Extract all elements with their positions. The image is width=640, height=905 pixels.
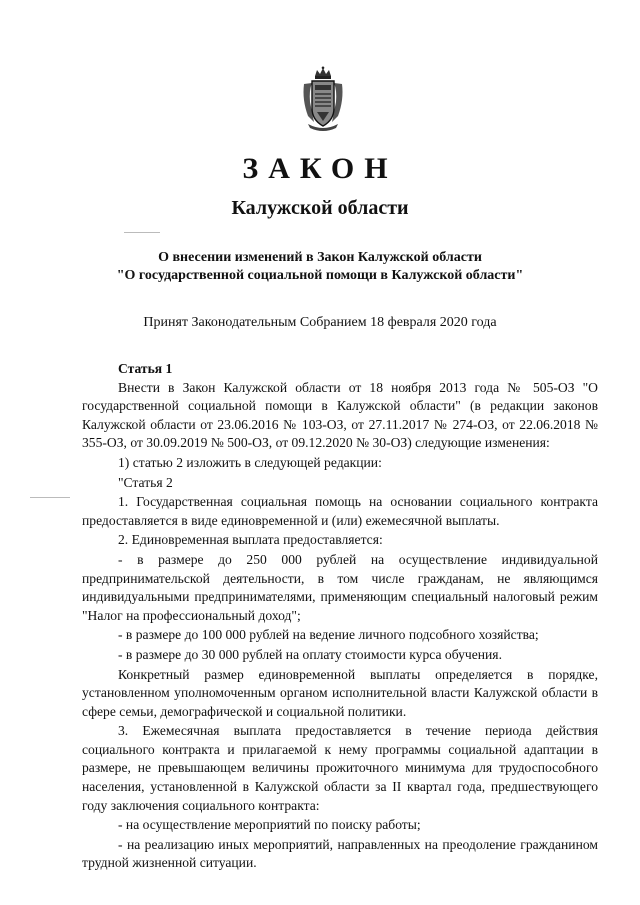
subject-line-1: О внесении изменений в Закон Калужской области (158, 250, 482, 265)
coat-of-arms-icon (298, 66, 348, 132)
paragraph: - в размере до 100 000 рублей на ведение личного подсобного хозяйства; (118, 627, 539, 643)
law-title: ЗАКОН (242, 152, 398, 185)
paragraph: 3. Ежемесячная выплата предоставляется в течение периода действия социального контракта и прилагаемой к нему программы социальной адаптации в размере, не превышающем величины прожиточного минимума для трудоспособного населения, установленной в Калужской области за II квартал года, предшествующего году заключения социального контракта: (82, 723, 598, 813)
paragraph: "Статья 2 (118, 474, 173, 490)
region-name: Калужской области (231, 197, 409, 219)
paragraph: - на реализацию иных мероприятий, направленных на преодоление гражданином трудной жизненной ситуации. (82, 836, 598, 871)
paragraph: 1) статью 2 изложить в следующей редакции: (118, 454, 382, 470)
scan-artifact (30, 497, 70, 498)
subject-line-2: "О государственной социальной помощи в Калужской области" (116, 268, 524, 283)
paragraph: - в размере до 30 000 рублей на оплату стоимости курса обучения. (118, 646, 502, 662)
law-body (82, 360, 598, 873)
paragraph: Конкретный размер единовременной выплаты определяется в порядке, установленном уполномоченным органом исполнительной власти Калужской области в сфере семьи, демографической и социальной политики. (82, 666, 598, 719)
paragraph: 2. Единовременная выплата предоставляется: (118, 532, 383, 548)
paragraph: - в размере до 250 000 рублей на осуществление индивидуальной предпринимательской деятельности, в том числе гражданам, не являющимся индивидуальными предпринимателями, применяющим специальный налоговый режим "Налог на профессиональный доход"; (82, 551, 598, 623)
paragraph: - на осуществление мероприятий по поиску работы; (118, 817, 421, 833)
scan-artifact (150, 232, 160, 233)
adoption-date: Принят Законодательным Собранием 18 февраля 2020 года (143, 315, 497, 330)
paragraph: 1. Государственная социальная помощь на основании социального контракта предоставляется в виде единовременной и (или) ежемесячной выплаты. (82, 494, 598, 528)
paragraph: Внести в Закон Калужской области от 18 ноября 2013 года № 505-ОЗ "О государственной социальной помощи в Калужской области" (в редакции законов Калужской области от 23.06.2016 № 103-ОЗ, от 27.11.2017 № 274-ОЗ, от 22.06.2018 № 355-ОЗ, от 30.09.2019 № 500-ОЗ, от 09.12.2020 № 30-ОЗ) следующие изменения: (82, 379, 598, 451)
law-subject (0, 249, 640, 285)
article-heading: Статья 1 (118, 361, 173, 376)
